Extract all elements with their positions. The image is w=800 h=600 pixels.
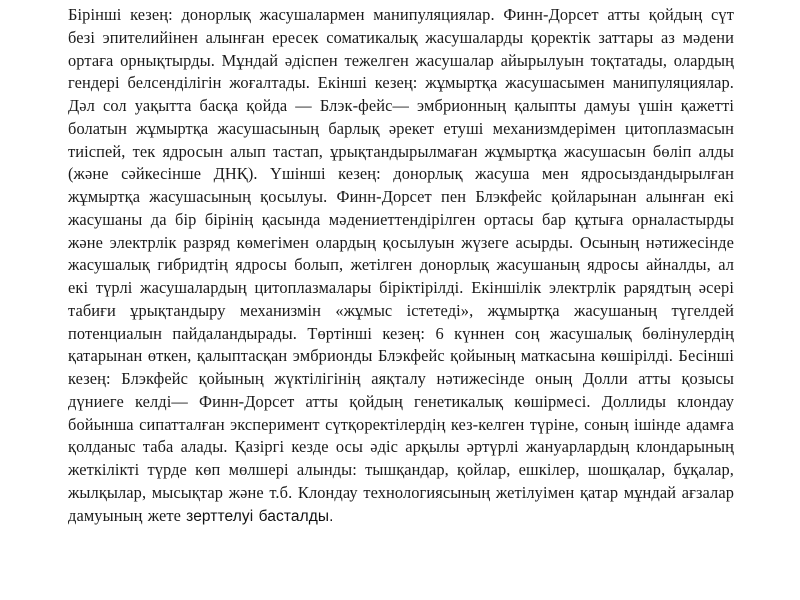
paragraph-main-text: Бірінші кезең: донорлық жасушалармен манипуляциялар. Финн-Дорсет атты қойдың сүт безі эпителийінен алынған ересек соматикалық жасушаларды қоректік заттары аз мәдени ортаға орнықтырды. Мұндай әдіспен тежелген жасушалар айырылуын тоқтатады, олардың гендері белсенділігін жоғалтады. Екінші кезең: жұмыртқа жасушасымен манипуляциялар. Дәл сол уақытта басқа қойда — Блэк-фейс— эмбрионның қалыпты дамуы үшін қажетті болатын жұмыртқа жасушасының барлық әрекет етуші механизмдерімен цитоплазмасын тиіспей, тек ядросын алып тастап, ұрықтандырылмаған жұмыртқа жасушасын бөліп алды (және сәйкесінше ДНҚ). Үшінші кезең: донорлық жасуша мен ядросыздандырылған жұмыртқа жасушасының қосылуы. Финн-Дорсет пен Блэкфейс қойларынан алынған екі жасушаны да бір бірінің қасында мәдениеттендірілген ортасы бар құтыға орналастырды және электрлік разряд көмегімен олардың қосылуын жүзеге асырды. Осының нәтижесінде жасушалық гибридтің ядросы болып, жетілген донорлық жасушаның ядросы айналды, ал екі түрлі жасушалардың цитоплазмалары біріктірілді. Екіншілік электрлік рарядтың әсері табиғи ұрықтандыру механизмін «жұмыс істетеді», жұмыртқа жасушаның түгелдей потенциалын пайдаландырады. Төртінші кезең: 6 күннен соң жасушалық бөлінулердің қатарынан өткен, қалыптасқан эмбрионды Блэкфейс қойының маткасына көшірілді. Бесінші кезең: Блэкфейс қойының жүктілігінің аяқталу нәтижесінде оның Долли атты қозысы дүниеге келді— Финн-Дорсет атты қойдың генетикалық көшірмесі. Доллиды клондау бойынша сипатталған эксперимент сүтқоректілердің кез-келген түріне, соның ішінде адамға қолданыс таба алады. Қазіргі кезде осы әдіс арқылы әртүрлі жануарлардың клондарының жеткілікті түрде көп мөлшері алынды: тышқандар, қойлар, ешкілер, шошқалар, бұқалар, жылқылар, мысықтар және т.б. Клондау технологиясының жетілуімен қатар мұндай ағзалар дамуының жете	[68, 5, 734, 525]
paragraph-tail-text: зерттелуі басталды.	[186, 507, 334, 525]
document-paragraph	[68, 4, 734, 528]
